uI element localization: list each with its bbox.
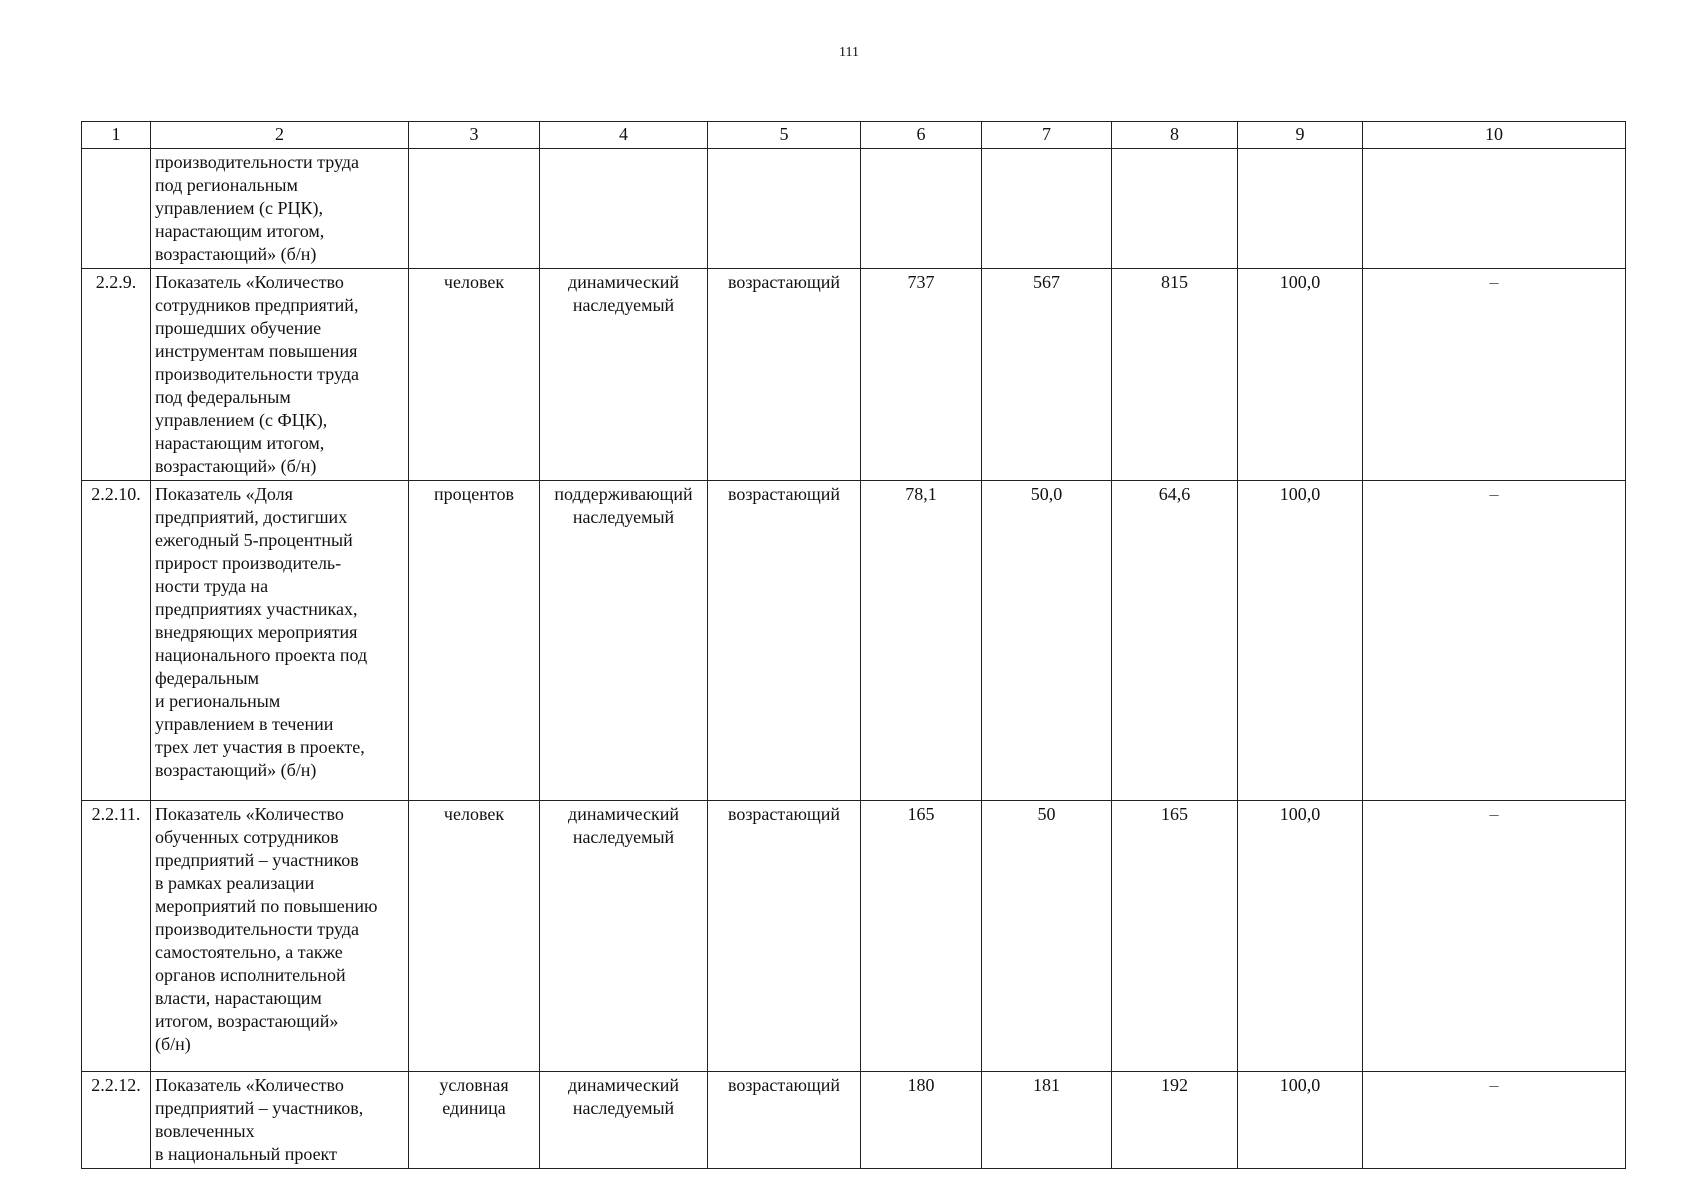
row-number: 2.2.11. xyxy=(82,801,151,1072)
table-row xyxy=(82,481,1626,801)
column-header: 10 xyxy=(1363,122,1626,149)
type-cell: динамический наследуемый xyxy=(540,1072,708,1169)
indicator-name: производительности труда под региональным управлением (с РЦК), нарастающим итогом, возрастающий» (б/н) xyxy=(151,149,409,269)
type-cell: поддерживающий наследуемый xyxy=(540,481,708,801)
unit-cell: человек xyxy=(409,801,540,1072)
value-col8 xyxy=(1112,149,1238,269)
column-header: 4 xyxy=(540,122,708,149)
value-col6: 737 xyxy=(861,269,982,481)
row-number: 2.2.9. xyxy=(82,269,151,481)
value-col10: – xyxy=(1363,801,1626,1072)
row-number: 2.2.12. xyxy=(82,1072,151,1169)
value-col6: 180 xyxy=(861,1072,982,1169)
direction-cell: возрастающий xyxy=(708,1072,861,1169)
value-col7: 181 xyxy=(982,1072,1112,1169)
value-col8: 192 xyxy=(1112,1072,1238,1169)
type-cell xyxy=(540,149,708,269)
type-cell: динамический наследуемый xyxy=(540,801,708,1072)
column-header: 5 xyxy=(708,122,861,149)
value-col6: 78,1 xyxy=(861,481,982,801)
value-col9: 100,0 xyxy=(1238,1072,1363,1169)
table-row xyxy=(82,149,1626,269)
direction-cell: возрастающий xyxy=(708,801,861,1072)
value-col9: 100,0 xyxy=(1238,481,1363,801)
column-header: 3 xyxy=(409,122,540,149)
value-col9 xyxy=(1238,149,1363,269)
row-number xyxy=(82,149,151,269)
value-col10: – xyxy=(1363,269,1626,481)
column-header: 6 xyxy=(861,122,982,149)
column-header: 9 xyxy=(1238,122,1363,149)
table-row xyxy=(82,1072,1626,1169)
value-col10: – xyxy=(1363,1072,1626,1169)
unit-cell xyxy=(409,149,540,269)
table-row xyxy=(82,269,1626,481)
value-col10 xyxy=(1363,149,1626,269)
column-header: 7 xyxy=(982,122,1112,149)
direction-cell xyxy=(708,149,861,269)
value-col8: 165 xyxy=(1112,801,1238,1072)
value-col7: 50 xyxy=(982,801,1112,1072)
value-col7 xyxy=(982,149,1112,269)
indicator-name: Показатель «Количество обученных сотрудников предприятий – участников в рамках реализации мероприятий по повышению производительности труда самостоятельно, а также органов исполнительной власти, нарастающим итогом, возрастающий» (б/н) xyxy=(151,801,409,1072)
table-row xyxy=(82,801,1626,1072)
value-col8: 815 xyxy=(1112,269,1238,481)
column-header: 8 xyxy=(1112,122,1238,149)
direction-cell: возрастающий xyxy=(708,269,861,481)
indicators-table xyxy=(81,121,1626,1169)
indicator-name: Показатель «Количество предприятий – участников, вовлеченных в национальный проект xyxy=(151,1072,409,1169)
header-row xyxy=(82,122,1626,149)
value-col7: 567 xyxy=(982,269,1112,481)
value-col8: 64,6 xyxy=(1112,481,1238,801)
value-col10: – xyxy=(1363,481,1626,801)
value-col9: 100,0 xyxy=(1238,801,1363,1072)
direction-cell: возрастающий xyxy=(708,481,861,801)
indicator-name: Показатель «Доля предприятий, достигших ежегодный 5-процентный прирост производитель- ности труда на предприятиях участниках, внедряющих мероприятия национального проекта под федеральным и региональным управлением в течении трех лет участия в проекте, возрастающий» (б/н) xyxy=(151,481,409,801)
unit-cell: процентов xyxy=(409,481,540,801)
type-cell: динамический наследуемый xyxy=(540,269,708,481)
value-col9: 100,0 xyxy=(1238,269,1363,481)
value-col6 xyxy=(861,149,982,269)
row-number: 2.2.10. xyxy=(82,481,151,801)
value-col6: 165 xyxy=(861,801,982,1072)
value-col7: 50,0 xyxy=(982,481,1112,801)
unit-cell: условная единица xyxy=(409,1072,540,1169)
column-header: 1 xyxy=(82,122,151,149)
column-header: 2 xyxy=(151,122,409,149)
indicator-name: Показатель «Количество сотрудников предприятий, прошедших обучение инструментам повышения производительности труда под федеральным управлением (с ФЦК), нарастающим итогом, возрастающий» (б/н) xyxy=(151,269,409,481)
unit-cell: человек xyxy=(409,269,540,481)
page-number: 111 xyxy=(839,45,859,60)
